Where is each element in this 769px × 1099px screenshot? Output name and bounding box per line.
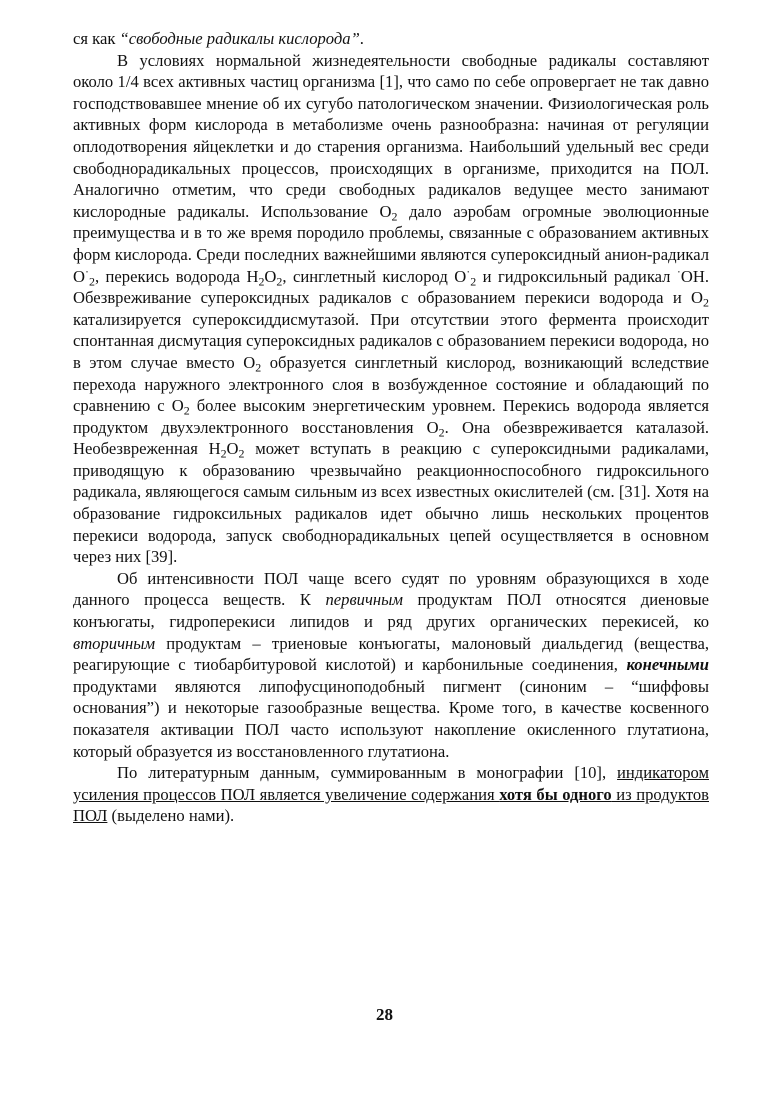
quoted-term: “свободные радикалы кислорода” <box>119 29 360 48</box>
term-secondary: вторичным <box>73 633 156 653</box>
paragraph-lpo-products: Об интенсивности ПОЛ чаще всего судят по уровням образующихся в ходе данного процесса веществ. К первичным продуктам ПОЛ относятся диеновые конъюгаты, гидроперекиси липидов и ряд других органических перекисей, ко вторичным продуктам – триеновые конъюгаты, малоновый диальдегид (вещества, реагирующие с тиобарбитуровой кислотой) и карбонильные соединения, конечными продуктами являются липофусциноподобный пигмент (синоним – “шиффовы основания”) и некоторые газообразные вещества. Кроме того, в качестве косвенного показателя активации ПОЛ часто используют накопление окисленного глутатиона, который образуется из восстановленного глутатиона. <box>73 568 709 761</box>
term-primary: первичным <box>325 590 403 610</box>
emphasized-phrase: хотя бы одного <box>499 784 612 804</box>
intro-line: ся как “свободные радикалы кислорода”. <box>73 29 364 48</box>
underlined-statement: индикатором усиления процессов ПОЛ является увеличение содержания <box>73 763 709 804</box>
body-text <box>73 28 709 827</box>
page-number: 28 <box>376 1005 393 1024</box>
term-final: конечными <box>626 655 709 675</box>
paragraph-indicator: По литературным данным, суммированным в монографии [10], индикатором усиления процессов ПОЛ является увеличение содержания хотя бы одного из продуктов ПОЛ (выделено нами). <box>73 763 709 826</box>
paragraph-free-radicals: В условиях нормальной жизнедеятельности свободные радикалы составляют около 1/4 всех активных частиц организма [1], что само по себе опровергает не так давно господствовавшее мнение об их сугубо патологическом значении. Физиологическая роль активных форм кислорода в метаболизме очень разнообразна: начиная от регуляции оплодотворения яйцеклетки и до старения организма. Наибольший удельный вес среди свободнорадикальных процессов, происходящих в организме, приходится на ПОЛ. Аналогично отметим, что среди свободных радикалов ведущее место занимают кислородные радикалы. Использование $O_2$ дало аэробам огромные эволюционные преимущества и в то же время породило проблемы, связанные с образованием активных форм кислорода. Среди последних важнейшими являются супероксидный анион-радикал $O^\cdot_2$, перекись водорода $H_2O_2$, синглетный кислород $O^\cdot_2$ и гидроксильный радикал ·OH. Обезвреживание супероксидных радикалов с образованием перекиси водорода и $O_2$ катализируется супероксиддисмутазой. При отсутствии этого фермента происходит спонтанная дисмутация супероксидных радикалов с образованием перекиси водорода, но в этом случае вместо $O_2$ образуется синглетный кислород, возникающий вследствие перехода наружного электронного слоя в возбужденное состояние и обладающий по сравнению с $O_2$ более высоким энергетическим уровнем. Перекись водорода является продуктом двухэлектронного восстановления $O_2$. Она обезвреживается каталазой. Необезвреженная $H_2O_2$ может вступать в реакцию с супероксидными радикалами, приводящую к образованию чрезвычайно реакционноспособного гидроксильного радикала, являющегося самым сильным из всех известных окислителей (см. [31]. Хотя на образование гидроксильных радикалов идет обычно лишь нескольких процентов перекиси водорода, запуск свободнорадикальных цепей осуществляется в основном через них [39]. <box>73 50 709 567</box>
